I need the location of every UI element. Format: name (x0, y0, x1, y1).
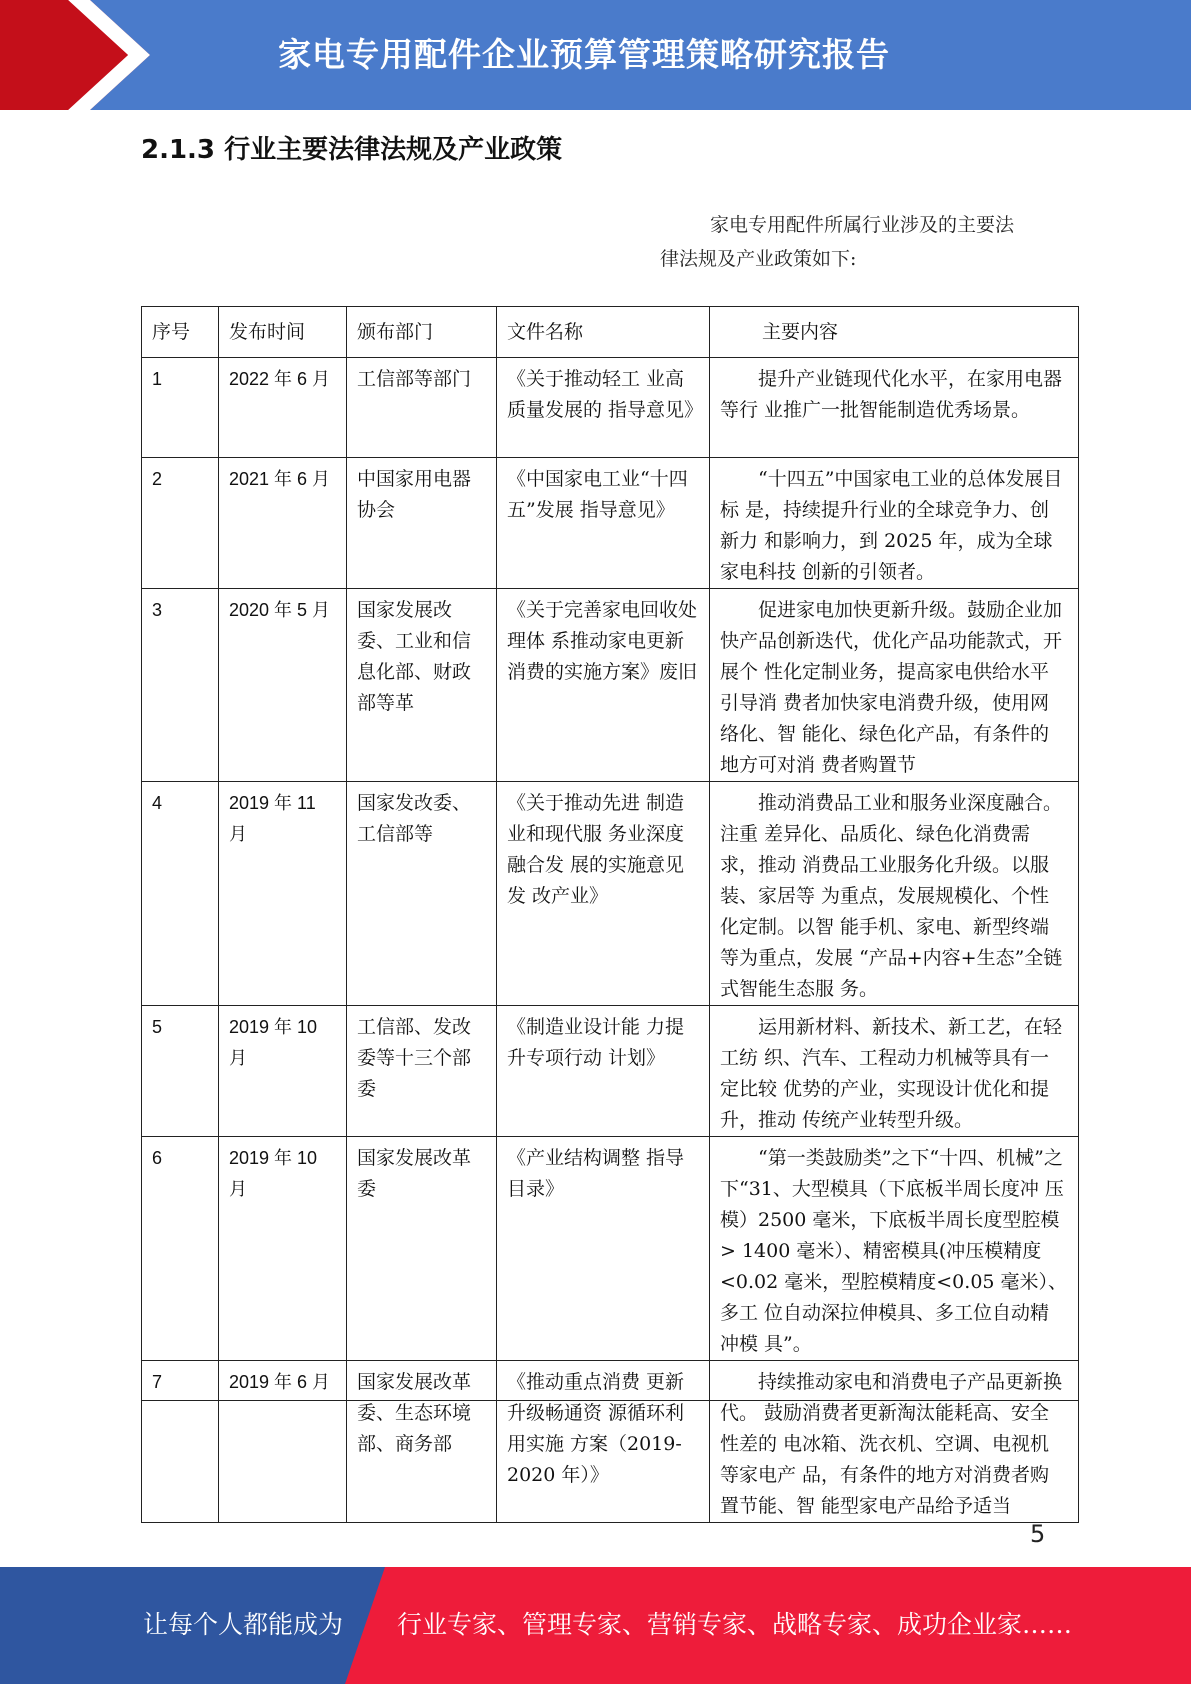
table-row (142, 458, 1079, 589)
cell-doc: 《关于推动先进 制造业和现代服 务业深度融合发 展的实施意见发 改产业》 (497, 782, 710, 1006)
cell-date: 2019 年 10 月 (219, 1006, 347, 1137)
cell-content: 提升产业链现代化水平，在家用电器等行 业推广一批智能制造优秀场景。 (710, 358, 1079, 458)
table-row (142, 358, 1079, 458)
report-title: 家电专用配件企业预算管理策略研究报告 (278, 35, 890, 74)
header-doc: 文件名称 (497, 307, 710, 358)
page-number: 5 (1030, 1520, 1046, 1548)
cell-doc: 《产业结构调整 指导目录》 (497, 1137, 710, 1361)
footer-slogan-left: 让每个人都能成为 (143, 1610, 344, 1639)
cell-dept: 国家发展改革委 (347, 1137, 497, 1361)
cell-date: 2019 年 10 月 (219, 1137, 347, 1361)
cell-dept: 国家发展改委、工业和信息化部、财政部等革 (347, 589, 497, 782)
cell-doc: 《关于完善家电回收处理体 系推动家电更新 消费的实施方案》废旧 (497, 589, 710, 782)
cell-date: 2020 年 5 月 (219, 589, 347, 782)
table-header-row (142, 307, 1079, 358)
table-row (142, 782, 1079, 1006)
cell-content: 推动消费品工业和服务业深度融合。注重 差异化、品质化、绿色化消费需求，推动 消费品工业服务化升级。以服装、家居等 为重点，发展规模化、个性化定制。以智 能手机、家电、新型终端等为重点，发展 “产品+内容+生态”全链式智能生态服 务。 (710, 782, 1079, 1006)
cell-num: 1 (142, 358, 219, 458)
cell-num: 6 (142, 1137, 219, 1361)
header-banner (0, 0, 1191, 110)
cell-num: 5 (142, 1006, 219, 1137)
cell-dept: 国家发改委、工信部等 (347, 782, 497, 1006)
policy-table (141, 306, 1079, 1523)
cell-num: 2 (142, 458, 219, 589)
cell-doc: 《制造业设计能 力提升专项行动 计划》 (497, 1006, 710, 1137)
cell-content: “十四五”中国家电工业的总体发展目标 是，持续提升行业的全球竞争力、创新力 和影响力，到 2025 年，成为全球家电科技 创新的引领者。 (710, 458, 1079, 589)
cell-date: 2019 年 11 月 (219, 782, 347, 1006)
section-heading: 2.1.3 行业主要法律法规及产业政策 (141, 135, 563, 165)
table-row (142, 1361, 1079, 1523)
cell-dept: 中国家用电器协会 (347, 458, 497, 589)
cell-dept: 工信部、发改委等十三个部委 (347, 1006, 497, 1137)
cell-doc: 《推动重点消费 更新升级畅通资 源循环利用实施 方案（2019- 2020 年）》 (497, 1361, 710, 1523)
table-row (142, 1006, 1079, 1137)
cell-date: 2019 年 6 月 (219, 1361, 347, 1523)
cell-num: 4 (142, 782, 219, 1006)
table-row (142, 1137, 1079, 1361)
intro-line-1: 家电专用配件所属行业涉及的主要法 (710, 214, 1015, 236)
footer-banner (0, 1567, 1191, 1684)
cell-dept: 国家发展改革委、生态环境部、商务部 (347, 1361, 497, 1523)
cell-date: 2021 年 6 月 (219, 458, 347, 589)
cell-doc: 《关于推动轻工 业高质量发展的 指导意见》 (497, 358, 710, 458)
cell-num: 7 (142, 1361, 219, 1523)
header-content: 主要内容 (710, 307, 1079, 358)
intro-paragraph (660, 208, 1080, 276)
header-date: 发布时间 (219, 307, 347, 358)
intro-line-2: 律法规及产业政策如下: (660, 248, 857, 270)
policy-table-container (141, 306, 1078, 1517)
cell-content: 持续推动家电和消费电子产品更新换代。 鼓励消费者更新淘汰能耗高、安全性差的 电冰箱、洗衣机、空调、电视机等家电产 品，有条件的地方对消费者购置节能、智 能型家电产品给予适当 (710, 1361, 1079, 1523)
cell-content: 运用新材料、新技术、新工艺，在轻工纺 织、汽车、工程动力机械等具有一定比较 优势的产业，实现设计优化和提升，推动 传统产业转型升级。 (710, 1006, 1079, 1137)
cell-content: 促进家电加快更新升级。鼓励企业加快产品创新迭代，优化产品功能款式，开展个 性化定制业务，提高家电供给水平引导消 费者加快家电消费升级，使用网络化、智 能化、绿色化产品，有条件的地方可对消 费者购置节 (710, 589, 1079, 782)
cell-dept: 工信部等部门 (347, 358, 497, 458)
header-num: 序号 (142, 307, 219, 358)
footer-slogan-right: 行业专家、管理专家、营销专家、战略专家、成功企业家…… (397, 1610, 1073, 1639)
cell-content: “第一类鼓励类”之下“十四、机械”之下“31、大型模具（下底板半周长度冲 压模）2500 毫米，下底板半周长度型腔模 > 1400 毫米）、精密模具(冲压模精度 <0.02 毫米，型腔模精度<0.05 毫米）、多工 位自动深拉伸模具、多工位自动精冲模 具”。 (710, 1137, 1079, 1361)
header-dept: 颁布部门 (347, 307, 497, 358)
cell-date: 2022 年 6 月 (219, 358, 347, 458)
cell-num: 3 (142, 589, 219, 782)
cell-doc: 《中国家电工业“十四五”发展 指导意见》 (497, 458, 710, 589)
table-row (142, 589, 1079, 782)
